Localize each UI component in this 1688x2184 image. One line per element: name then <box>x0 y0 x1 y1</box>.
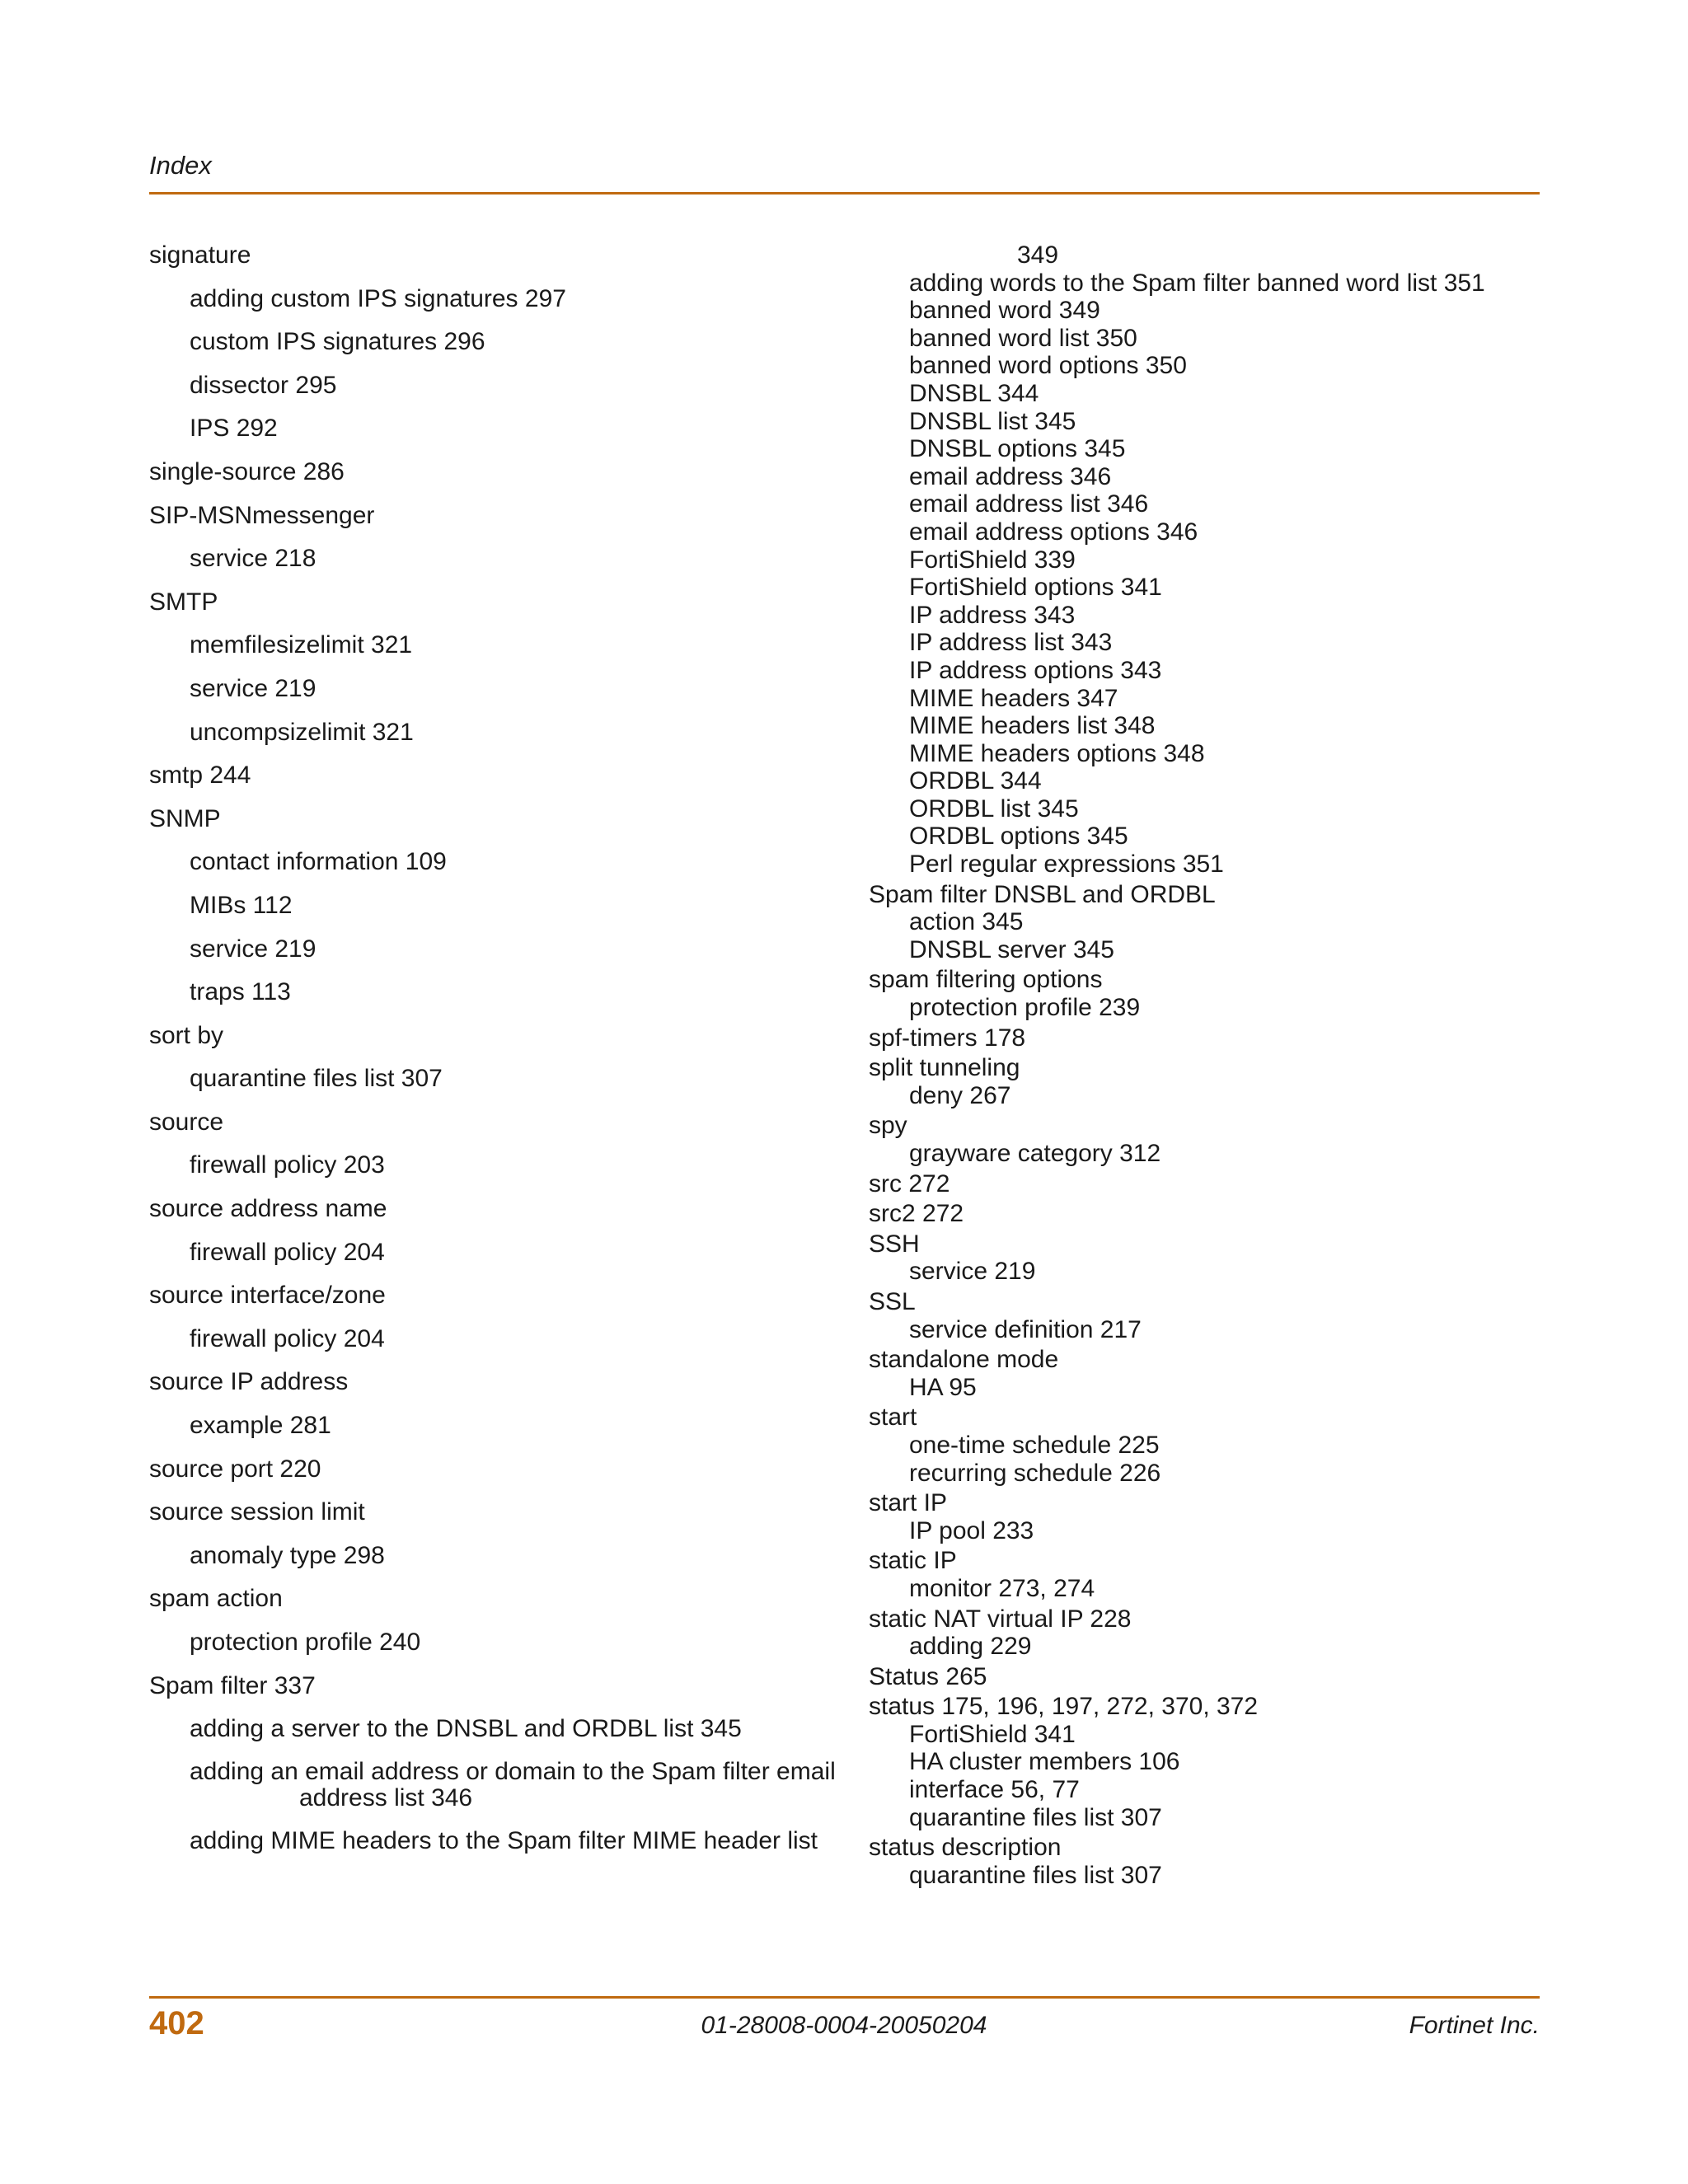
index-term <box>869 1230 1545 1258</box>
document-id: 01-28008-0004-20050204 <box>701 2012 987 2039</box>
index-term-text: source interface/zone <box>149 1282 386 1310</box>
index-subterm-text: service 219 <box>190 674 316 702</box>
index-subterm <box>149 1065 842 1093</box>
index-term <box>869 1605 1545 1633</box>
index-term <box>149 1108 842 1137</box>
index-subterm-continuation: address list 346 <box>299 1783 473 1811</box>
index-subterm <box>869 325 1545 353</box>
index-term-text: status 175, 196, 197, 272, 370, 372 <box>869 1693 1259 1721</box>
company-name: Fortinet Inc. <box>1409 2012 1540 2039</box>
index-term <box>149 1672 842 1700</box>
index-subterm <box>869 408 1545 436</box>
index-term <box>869 1547 1545 1575</box>
index-subterm-text: DNSBL options 345 <box>909 435 1126 463</box>
index-term-text: split tunneling <box>869 1054 1020 1082</box>
page-number: 402 <box>149 2005 204 2041</box>
index-term-text: source <box>149 1108 224 1136</box>
index-subterm <box>869 435 1545 463</box>
index-subterm-text: grayware category 312 <box>909 1140 1161 1167</box>
index-subterm-text: banned word options 350 <box>909 352 1187 380</box>
index-term <box>149 1022 842 1050</box>
index-subterm-text: anomaly type 298 <box>190 1541 385 1569</box>
index-subterm-text: IP address list 343 <box>909 629 1113 657</box>
index-subterm-text: dissector 295 <box>190 371 337 399</box>
index-subterm <box>869 297 1545 325</box>
index-term <box>149 1455 842 1483</box>
index-term-text: single-source 286 <box>149 457 345 485</box>
index-subterm <box>869 602 1545 630</box>
index-subterm-text: MIME headers 347 <box>909 684 1118 712</box>
index-term <box>869 1170 1545 1198</box>
index-term-text: signature <box>149 241 251 269</box>
index-subterm <box>869 518 1545 546</box>
index-subterm-text: interface 56, 77 <box>909 1776 1080 1804</box>
index-term <box>149 588 842 616</box>
index-subterm-text: firewall policy 204 <box>190 1238 385 1266</box>
index-subterm-text: traps 113 <box>190 978 291 1006</box>
index-subterm-text: custom IPS signatures 296 <box>190 328 485 356</box>
index-subterm <box>869 657 1545 685</box>
index-term-text: Status 265 <box>869 1662 987 1690</box>
index-term <box>149 502 842 530</box>
index-subterm-text: monitor 273, 274 <box>909 1574 1095 1602</box>
index-subterm-text: protection profile 239 <box>909 994 1141 1022</box>
running-header: Index <box>149 151 212 180</box>
index-subterm-text: IP address 343 <box>909 601 1076 629</box>
index-subterm <box>869 1575 1545 1603</box>
index-subterm-text: ORDBL 344 <box>909 767 1042 795</box>
index-continuation: 349 <box>1017 241 1059 269</box>
index-subterm-text: DNSBL list 345 <box>909 407 1076 435</box>
index-term-text: SMTP <box>149 588 218 616</box>
index-subterm <box>149 1239 842 1267</box>
index-subterm-text: service 219 <box>909 1258 1036 1286</box>
index-subterm <box>149 978 842 1006</box>
index-subterm <box>149 1542 842 1570</box>
index-subterm-text: example 281 <box>190 1412 331 1440</box>
index-subterm <box>149 848 842 876</box>
index-term <box>869 1834 1545 1862</box>
index-subterm <box>149 372 842 400</box>
index-subterm-text: MIBs 112 <box>190 891 293 919</box>
index-term-text: SIP-MSNmessenger <box>149 501 375 529</box>
index-subterm <box>869 823 1545 851</box>
index-term <box>869 881 1545 909</box>
index-term <box>149 1368 842 1396</box>
index-term-text: spy <box>869 1112 907 1140</box>
index-term-text: SSL <box>869 1287 916 1315</box>
index-subterm <box>869 1721 1545 1749</box>
index-subterm-text: adding words to the Spam filter banned word list 351 <box>909 269 1485 297</box>
header-rule <box>149 192 1540 194</box>
index-term <box>869 1054 1545 1082</box>
index-subterm <box>149 1827 842 1855</box>
index-subterm <box>869 795 1545 823</box>
index-subterm <box>149 1151 842 1179</box>
index-subterm-text: protection profile 240 <box>190 1629 421 1656</box>
index-subterm <box>149 415 842 443</box>
index-term-text: start IP <box>869 1489 948 1517</box>
index-subterm-text: recurring schedule 226 <box>909 1459 1161 1487</box>
index-subterm <box>869 574 1545 602</box>
index-term-text: SNMP <box>149 804 221 832</box>
index-subterm <box>869 629 1545 657</box>
index-subterm-text: DNSBL 344 <box>909 379 1039 407</box>
index-subterm-text: one-time schedule 225 <box>909 1431 1160 1459</box>
index-subterm <box>149 935 842 963</box>
index-subterm <box>869 490 1545 518</box>
index-subterm-text: memfilesizelimit 321 <box>190 631 413 659</box>
index-subterm-text: firewall policy 203 <box>190 1151 385 1179</box>
index-term-text: src 272 <box>869 1169 950 1197</box>
index-subterm <box>869 1140 1545 1168</box>
footer-rule <box>149 1996 1540 1999</box>
index-subterm <box>149 1325 842 1353</box>
index-term <box>869 1200 1545 1228</box>
index-subterm-text: HA cluster members 106 <box>909 1748 1180 1776</box>
index-term <box>149 762 842 790</box>
index-column-right <box>869 241 1545 1889</box>
index-subterm-text: service 219 <box>190 935 316 963</box>
index-subterm <box>149 1759 842 1811</box>
index-subterm <box>869 1460 1545 1488</box>
index-subterm-text: HA 95 <box>909 1373 977 1401</box>
index-term <box>869 966 1545 994</box>
index-term <box>149 1195 842 1223</box>
index-subterm <box>869 1517 1545 1545</box>
index-subterm-text: IP pool 233 <box>909 1516 1034 1544</box>
index-term-text: status description <box>869 1834 1062 1862</box>
index-subterm <box>149 1412 842 1440</box>
index-subterm-text: banned word 349 <box>909 297 1100 325</box>
index-subterm <box>869 1776 1545 1804</box>
index-term-text: static IP <box>869 1547 957 1575</box>
index-subterm-text: Perl regular expressions 351 <box>909 851 1224 879</box>
index-subterm-text: firewall policy 204 <box>190 1324 385 1352</box>
index-subterm <box>149 1629 842 1657</box>
index-column-left <box>149 241 842 1870</box>
index-subterm-text: adding an email address or domain to the Spam filter email <box>190 1757 836 1785</box>
index-subterm <box>149 631 842 659</box>
index-subterm <box>869 1804 1545 1832</box>
index-term <box>149 1282 842 1310</box>
index-term-text: start <box>869 1404 917 1432</box>
index-subterm <box>869 994 1545 1022</box>
index-subterm <box>869 1258 1545 1286</box>
index-subterm-text: email address 346 <box>909 462 1112 490</box>
index-subterm <box>869 352 1545 380</box>
index-subterm-text: service 218 <box>190 545 316 573</box>
index-subterm <box>869 1374 1545 1402</box>
index-term <box>869 1024 1545 1052</box>
index-subterm <box>869 851 1545 879</box>
index-subterm-text: contact information 109 <box>190 848 447 876</box>
index-subterm <box>869 1862 1545 1890</box>
index-subterm-text: adding MIME headers to the Spam filter MIME header list <box>190 1826 818 1854</box>
index-subterm <box>149 328 842 356</box>
index-subterm <box>149 892 842 920</box>
index-subterm-text: quarantine files list 307 <box>190 1065 443 1093</box>
index-term-text: sort by <box>149 1021 224 1049</box>
index-term <box>869 1663 1545 1691</box>
index-subterm <box>869 380 1545 408</box>
index-subterm <box>869 685 1545 713</box>
index-subterm-text: service definition 217 <box>909 1315 1142 1343</box>
index-subterm-text: email address options 346 <box>909 518 1198 546</box>
index-term <box>869 1489 1545 1517</box>
index-subterm <box>149 545 842 573</box>
index-subterm-text: adding a server to the DNSBL and ORDBL list 345 <box>190 1715 742 1743</box>
index-subterm-text: adding 229 <box>909 1633 1032 1661</box>
index-term <box>149 241 842 269</box>
index-subterm-text: email address list 346 <box>909 490 1149 518</box>
index-term-text: source port 220 <box>149 1455 321 1483</box>
index-subterm <box>149 675 842 703</box>
index-subterm-text: FortiShield options 341 <box>909 574 1162 602</box>
index-subterm-text: FortiShield 341 <box>909 1720 1076 1748</box>
index-term-text: spam filtering options <box>869 966 1103 994</box>
index-subterm-text: banned word list 350 <box>909 324 1137 352</box>
index-subterm <box>869 908 1545 936</box>
index-subterm-text: FortiShield 339 <box>909 546 1076 574</box>
index-subterm <box>869 1432 1545 1460</box>
index-subterm-text: quarantine files list 307 <box>909 1861 1162 1889</box>
index-term <box>149 805 842 833</box>
index-term <box>149 458 842 486</box>
index-term-text: source IP address <box>149 1368 349 1396</box>
index-subterm <box>149 285 842 313</box>
index-subterm <box>149 1715 842 1743</box>
index-term <box>149 1498 842 1526</box>
index-subterm-text: deny 267 <box>909 1081 1011 1109</box>
index-subterm-text: MIME headers list 348 <box>909 712 1156 740</box>
index-subterm-text: adding custom IPS signatures 297 <box>190 284 566 312</box>
index-subterm <box>869 546 1545 574</box>
index-term-text: smtp 244 <box>149 762 251 790</box>
index-term-text: SSH <box>869 1230 920 1258</box>
index-subterm <box>869 1748 1545 1776</box>
index-subterm-text: uncompsizelimit 321 <box>190 718 414 746</box>
index-subterm <box>869 712 1545 740</box>
index-term <box>869 1112 1545 1140</box>
index-subterm <box>869 1082 1545 1110</box>
index-term <box>869 1693 1545 1721</box>
index-subterm <box>869 269 1545 298</box>
index-term-text: source address name <box>149 1195 387 1223</box>
index-subterm-text: DNSBL server 345 <box>909 935 1114 963</box>
index-term-text: standalone mode <box>869 1346 1059 1374</box>
index-term-text: Spam filter DNSBL and ORDBL <box>869 880 1216 908</box>
index-term-text: spam action <box>149 1585 283 1613</box>
index-subterm-text: action 345 <box>909 908 1024 936</box>
index-subterm-text: ORDBL options 345 <box>909 823 1128 851</box>
index-term-text: source session limit <box>149 1498 365 1526</box>
index-term <box>869 1346 1545 1374</box>
index-subterm <box>149 719 842 747</box>
index-subterm <box>869 936 1545 964</box>
index-subterm-text: IPS 292 <box>190 415 278 443</box>
index-term-text: static NAT virtual IP 228 <box>869 1605 1132 1633</box>
index-subterm <box>869 463 1545 491</box>
index-subterm-text: ORDBL list 345 <box>909 794 1079 823</box>
index-term-text: Spam filter 337 <box>149 1671 316 1699</box>
index-term <box>869 1404 1545 1432</box>
index-subterm <box>869 767 1545 795</box>
index-subterm-text: IP address options 343 <box>909 656 1162 684</box>
index-term <box>869 1288 1545 1316</box>
index-term-text: spf-timers 178 <box>869 1024 1026 1052</box>
index-subterm-text: MIME headers options 348 <box>909 739 1205 767</box>
index-subterm <box>869 1316 1545 1344</box>
index-term <box>149 1585 842 1613</box>
index-subterm <box>869 740 1545 768</box>
index-term-text: src2 272 <box>869 1200 964 1228</box>
index-subterm <box>869 1633 1545 1661</box>
index-subterm-text: quarantine files list 307 <box>909 1803 1162 1831</box>
